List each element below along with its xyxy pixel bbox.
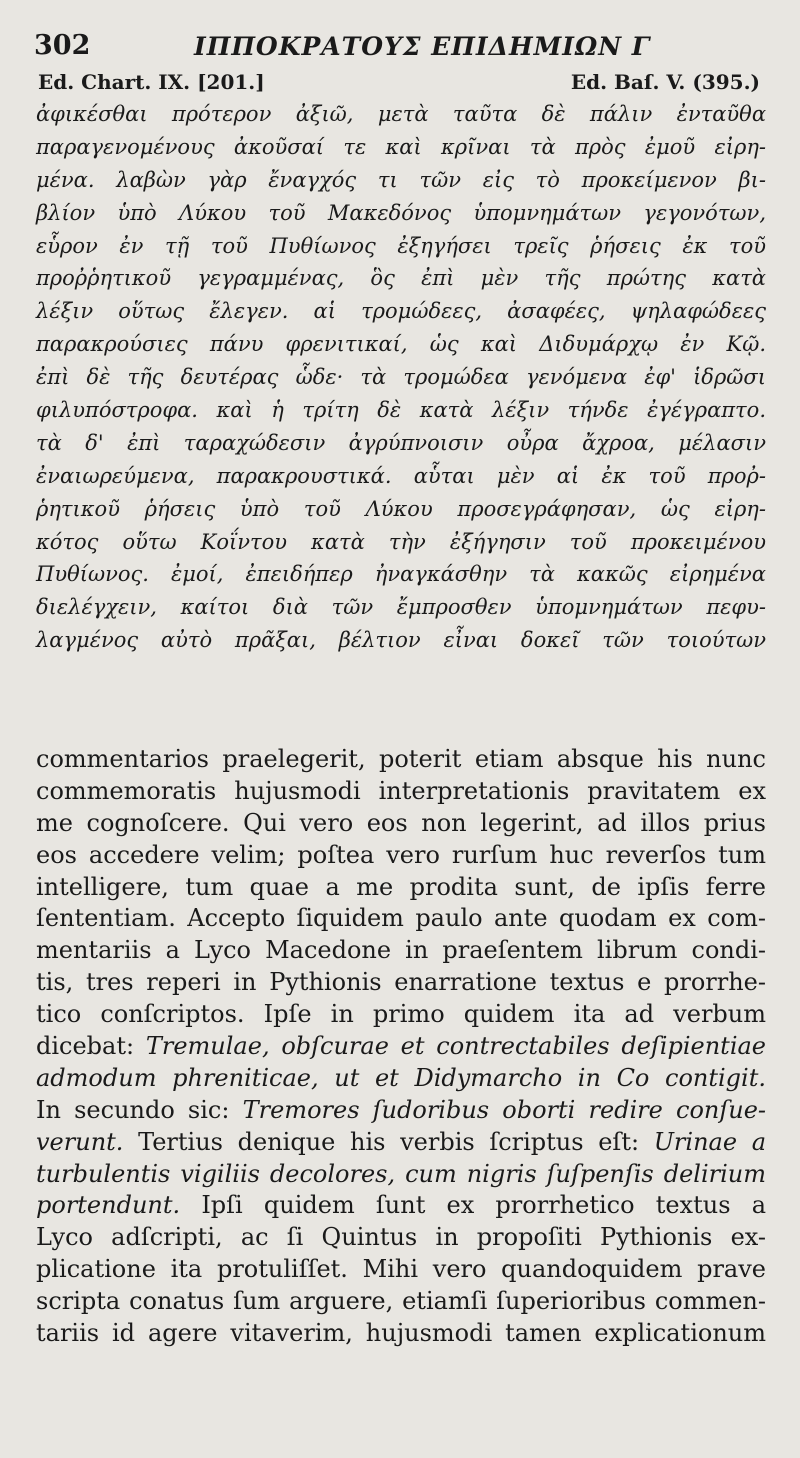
greek-text-line: Πυθίωνος. ἐμοί, ἐπειδήπερ ἠναγκάσθην τὰ κακῶς εἰρημένα: [36, 562, 766, 587]
latin-segment: Tertius denique his verbis ſcriptus eſt:: [123, 1127, 654, 1156]
latin-text-line: [36, 967, 766, 999]
greek-text-line: φιλυπόστροφα. καὶ ἡ τρίτη δὲ κατὰ λέξιν τήνδε ἐγέγραπτο.: [36, 398, 766, 423]
latin-segment: Ipſi quidem ſunt ex prorrhetico textus a: [180, 1191, 766, 1220]
edition-reference-chartier: Ed. Chart. IX. [201.]: [38, 70, 265, 94]
latin-segment: tico conſcriptos. Ipſe in primo quidem ita ad verbum: [36, 1000, 766, 1029]
latin-text-line: [36, 1031, 766, 1063]
latin-segment: intelligere, tum quae a me prodita sunt, de ipſis ferre: [36, 872, 766, 901]
greek-text-line: λέξιν οὕτως ἔλεγεν. αἱ τρομώδεες, ἀσαφέες, ψηλαφώδεες: [36, 299, 766, 324]
latin-segment: Lyco adſcripti, ac ſi Quintus in propoſiti Pythionis ex-: [36, 1223, 766, 1252]
latin-text-line: [36, 1318, 766, 1350]
latin-text-line: [36, 1127, 766, 1159]
latin-segment: commentarios praelegerit, poterit etiam absque his nunc: [36, 745, 766, 773]
running-title: ΙΠΠΟΚΡΑΤΟΥΣ ΕΠΙΔΗΜΙΩΝ Γ: [194, 32, 651, 61]
latin-text-line: [36, 1190, 766, 1222]
latin-segment: tis, tres reperi in Pythionis enarratione textus e prorrhe-: [36, 968, 766, 997]
greek-text-line: μένα. λαβὼν γὰρ ἔναγχός τι τῶν εἰς τὸ προκείμενον βι-: [36, 167, 766, 192]
latin-text-line: [36, 840, 766, 872]
greek-text-line: κότος οὕτω Κοΐντου κατὰ τὴν ἐξήγησιν τοῦ προκειμένου: [36, 529, 766, 554]
latin-text-line: [36, 744, 766, 776]
greek-text-line: ἐναιωρεύμενα, παρακρουστικά. αὗται μὲν αἱ ἐκ τοῦ προῤ-: [36, 463, 766, 488]
latin-text-line: [36, 872, 766, 904]
greek-text-block: [36, 98, 766, 657]
greek-text-line: βλίον ὑπὸ Λύκου τοῦ Μακεδόνος ὑπομνημάτων γεγονότων,: [36, 200, 766, 225]
latin-italic-segment: Urinae a: [653, 1127, 767, 1156]
greek-text-line: ἀφικέσθαι πρότερον ἀξιῶ, μετὰ ταῦτα δὲ πάλιν ἐνταῦθα: [36, 102, 766, 126]
page-header: [34, 30, 760, 66]
latin-segment: eos accedere velim; poſtea vero rurſum huc reverſos tum: [36, 840, 766, 869]
latin-italic-segment: Tremulae, obſcurae et contrectabiles deſipientiae: [145, 1032, 767, 1061]
edition-reference-basel: Ed. Baſ. V. (395.): [570, 70, 760, 94]
latin-text-line: [36, 776, 766, 808]
latin-italic-segment: verunt.: [36, 1127, 124, 1156]
greek-text-line: ἐπὶ δὲ τῆς δευτέρας ὧδε· τὰ τρομώδεα γενόμενα ἐφ' ἱδρῶσι: [36, 365, 766, 390]
latin-text-line: [36, 808, 766, 840]
latin-segment: In secundo sic:: [36, 1095, 243, 1124]
greek-text-line: παρακρούσιες πάνυ φρενιτικαί, ὡς καὶ Διδυμάρχῳ ἐν Κῷ.: [36, 332, 766, 357]
latin-text-line: [36, 1254, 766, 1286]
latin-text-line: [36, 1095, 766, 1127]
greek-text-line: εὗρον ἐν τῇ τοῦ Πυθίωνος ἐξηγήσει τρεῖς ῥήσεις ἐκ τοῦ: [36, 233, 766, 258]
latin-italic-segment: Tremores ſudoribus oborti redire conſue-: [242, 1095, 767, 1124]
latin-segment: mentariis a Lyco Macedone in praeſentem librum condi-: [36, 936, 766, 965]
latin-segment: dicebat:: [36, 1032, 146, 1061]
latin-italic-segment: turbulentis vigiliis decolores, cum nigris ſuſpenſis delirium: [36, 1159, 766, 1188]
latin-text-line: [36, 1286, 766, 1318]
latin-segment: scripta conatus ſum arguere, etiamſi ſuperioribus commen-: [36, 1287, 766, 1316]
latin-text-line: [36, 903, 766, 935]
latin-segment: ſententiam. Accepto ſiquidem paulo ante quodam ex com-: [36, 904, 766, 933]
latin-text-line: [36, 935, 766, 967]
latin-text-line: [36, 999, 766, 1031]
greek-text-line: παραγενομένους ἀκοῦσαί τε καὶ κρῖναι τὰ πρὸς ἐμοῦ εἰρη-: [36, 134, 766, 159]
latin-text-block: [36, 744, 766, 1350]
latin-italic-segment: portendunt.: [36, 1191, 181, 1220]
latin-text-line: [36, 1222, 766, 1254]
greek-text-line: προῤῥητικοῦ γεγραμμένας, ὃς ἐπὶ μὲν τῆς πρώτης κατὰ: [36, 266, 766, 291]
greek-text-line: τὰ δ' ἐπὶ ταραχώδεσιν ἀγρύπνοισιν οὖρα ἄχροα, μέλασιν: [36, 430, 766, 455]
latin-text-line: [36, 1063, 766, 1095]
greek-text-line: λαγμένος αὐτὸ πρᾶξαι, βέλτιον εἶναι δοκεῖ τῶν τοιούτων: [36, 628, 766, 653]
latin-text-line: [36, 1159, 766, 1191]
latin-segment: commemoratis hujusmodi interpretationis pravitatem ex: [36, 776, 766, 805]
latin-segment: me cognoſcere. Qui vero eos non legerint, ad illos prius: [36, 808, 766, 837]
greek-text-line: διελέγχειν, καίτοι διὰ τῶν ἔμπροσθεν ὑπομνημάτων πεφυ-: [36, 595, 766, 620]
latin-segment: plicatione ita protuliſſet. Mihi vero quandoquidem prave: [36, 1255, 766, 1284]
latin-italic-segment: admodum phreniticae, ut et Didymarcho in Co contigit.: [36, 1063, 766, 1092]
latin-segment: tariis id agere vitaverim, hujusmodi tamen explicationum: [36, 1319, 766, 1348]
greek-text-line: ῥητικοῦ ῥήσεις ὑπὸ τοῦ Λύκου προσεγράφησαν, ὡς εἰρη-: [36, 496, 766, 521]
page-number: 302: [34, 30, 91, 61]
